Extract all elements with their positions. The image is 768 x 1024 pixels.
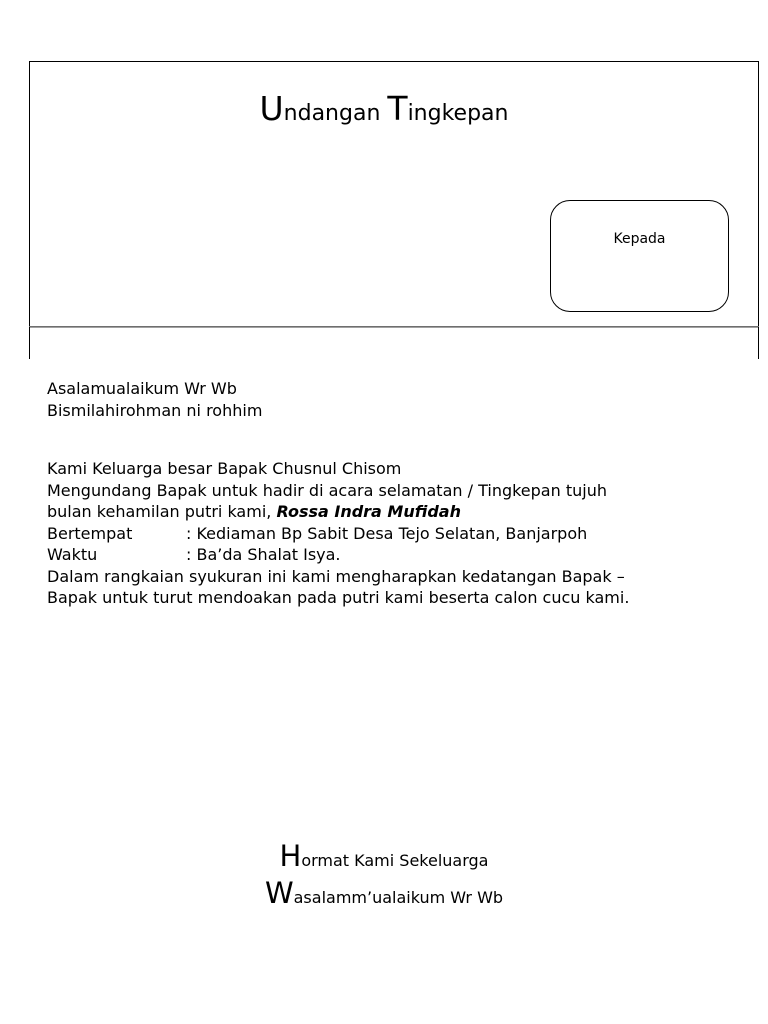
closing-initial-h: H xyxy=(279,839,302,873)
time-value: : Ba’da Shalat Isya. xyxy=(186,545,341,564)
venue-row xyxy=(47,523,747,545)
venue-label: Bertempat xyxy=(47,523,133,543)
invitation-title xyxy=(0,89,768,128)
title-word-1-rest: ndangan xyxy=(283,101,388,126)
closing-line-regards xyxy=(0,838,768,875)
greeting-line-2: Bismilahirohman ni rohhim xyxy=(47,400,263,420)
time-label: Waktu xyxy=(47,545,98,564)
closing-regards-rest: ormat Kami Sekeluarga xyxy=(301,851,489,870)
title-initial-t: T xyxy=(387,89,408,128)
envelope-right-edge xyxy=(758,327,759,359)
envelope-left-edge xyxy=(29,327,30,359)
recipient-box xyxy=(550,200,729,312)
paragraph-gap xyxy=(47,421,747,458)
title-word-2-rest: ingkepan xyxy=(407,101,509,126)
body-line-invite: Mengundang Bapak untuk hadir di acara selamatan / Tingkepan tujuh xyxy=(47,480,607,500)
envelope-fold-line xyxy=(29,326,759,328)
body-line-daughter-prefix: bulan kehamilan putri kami, xyxy=(47,502,277,521)
body-line-prayer: Bapak untuk turut mendoakan pada putri kami beserta calon cucu kami. xyxy=(47,588,630,607)
invitation-body xyxy=(47,378,747,609)
venue-value: : Kediaman Bp Sabit Desa Tejo Selatan, Banjarpoh xyxy=(186,523,588,543)
title-initial-u: U xyxy=(259,89,284,128)
body-line-family: Kami Keluarga besar Bapak Chusnul Chisom xyxy=(47,459,402,478)
recipient-label: Kepada xyxy=(613,231,666,247)
closing-block xyxy=(0,838,768,912)
daughter-name: Rossa Indra Mufidah xyxy=(276,502,461,521)
body-line-hope: Dalam rangkaian syukuran ini kami mengharapkan kedatangan Bapak – xyxy=(47,566,625,586)
closing-salam-rest: asalamm’ualaikum Wr Wb xyxy=(293,888,504,907)
body-line-daughter xyxy=(47,501,747,523)
time-row xyxy=(47,544,747,566)
closing-line-salam xyxy=(0,875,768,912)
greeting-line-1: Asalamualaikum Wr Wb xyxy=(47,379,237,398)
closing-initial-w: W xyxy=(264,876,294,910)
